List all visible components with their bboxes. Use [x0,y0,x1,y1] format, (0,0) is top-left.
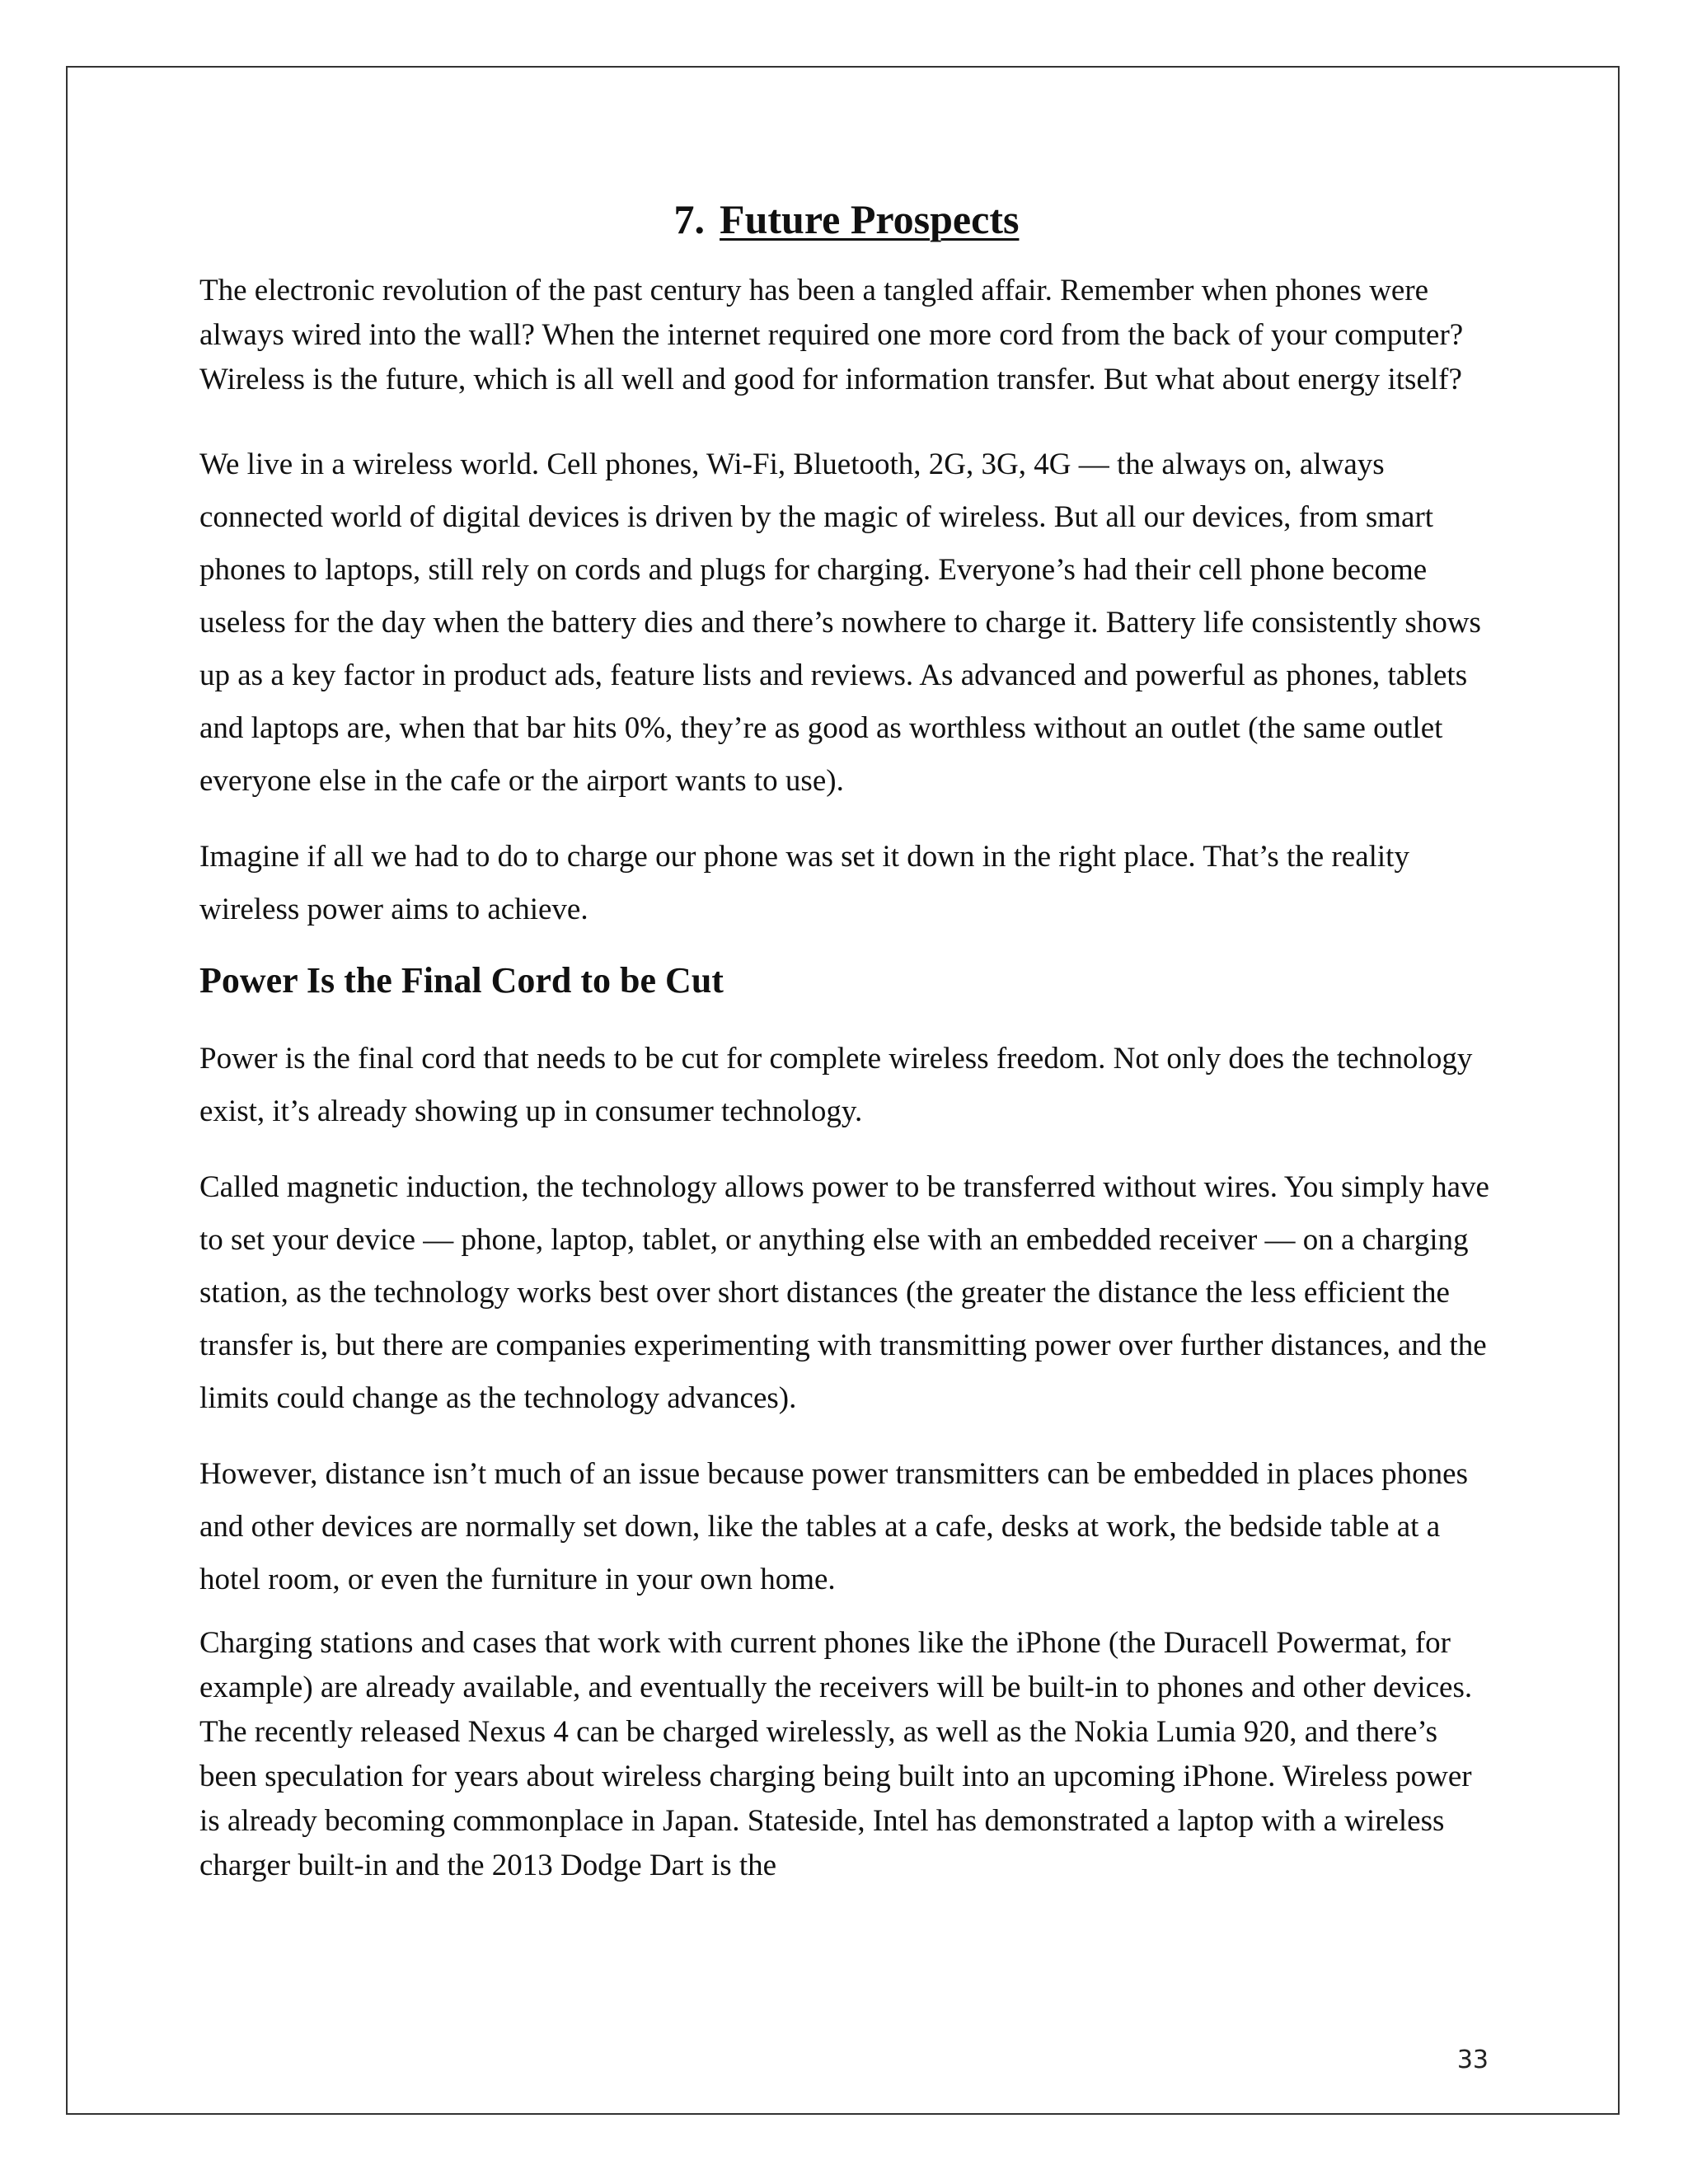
paragraph-magnetic-induction: Called magnetic induction, the technology allows power to be transferred without wires. You simply have to set your device — phone, laptop, tablet, or anything else with an embedded receiver — on a charging station, as the technology works best over short distances (the greater the distance the less efficient the transfer is, but there are companies experimenting with transmitting power over further distances, and the limits could change as the technology advances). [199,1169,1489,1415]
document-body [199,194,1493,1888]
paragraph-imagine: Imagine if all we had to do to charge our phone was set it down in the right place. That’s the reality wireless power aims to achieve. [199,840,1409,926]
chapter-title-text: Future Prospects [720,196,1020,242]
page-number: 33 [1456,2046,1489,2074]
paragraph-charging-stations: Charging stations and cases that work with current phones like the iPhone (the Duracell Powermat, for example) are already available, and eventually the receivers will be built-in to phones and other devices. The recently released Nexus 4 can be charged wirelessly, as well as the Nokia Lumia 920, and there’s been speculation for years about wireless charging being built into an upcoming iPhone. Wireless power is already becoming commonplace in Japan. Stateside, Intel has demonstrated a laptop with a wireless charger built-in and the 2013 Dodge Dart is the [199,1625,1473,1882]
section-heading: Power Is the Final Cord to be Cut [199,960,724,1001]
chapter-title [199,194,1493,244]
paragraph-final-cord: Power is the final cord that needs to be cut for complete wireless freedom. Not only does the technology exist, it’s already showing up in consumer technology. [199,1041,1473,1128]
paragraph-wireless-world: We live in a wireless world. Cell phones, Wi-Fi, Bluetooth, 2G, 3G, 4G — the always on, always connected world of digital devices is driven by the magic of wireless. But all our devices, from smart phones to laptops, still rely on cords and plugs for charging. Everyone’s had their cell phone become useless for the day when the battery dies and there’s nowhere to charge it. Battery life consistently shows up as a key factor in product ads, feature lists and reviews. As advanced and powerful as phones, tablets and laptops are, when that bar hits 0%, they’re as good as worthless without an outlet (the same outlet everyone else in the cafe or the airport wants to use). [199,448,1481,798]
chapter-number: 7. [673,196,706,242]
paragraph-intro: The electronic revolution of the past century has been a tangled affair. Remember when phones were always wired into the wall? When the internet required one more cord from the back of your computer? Wireless is the future, which is all well and good for information transfer. But what about energy itself? [199,274,1464,396]
paragraph-distance: However, distance isn’t much of an issue because power transmitters can be embedded in places phones and other devices are normally set down, like the tables at a cafe, desks at work, the bedside table at a hotel room, or even the furniture in your own home. [199,1456,1469,1596]
